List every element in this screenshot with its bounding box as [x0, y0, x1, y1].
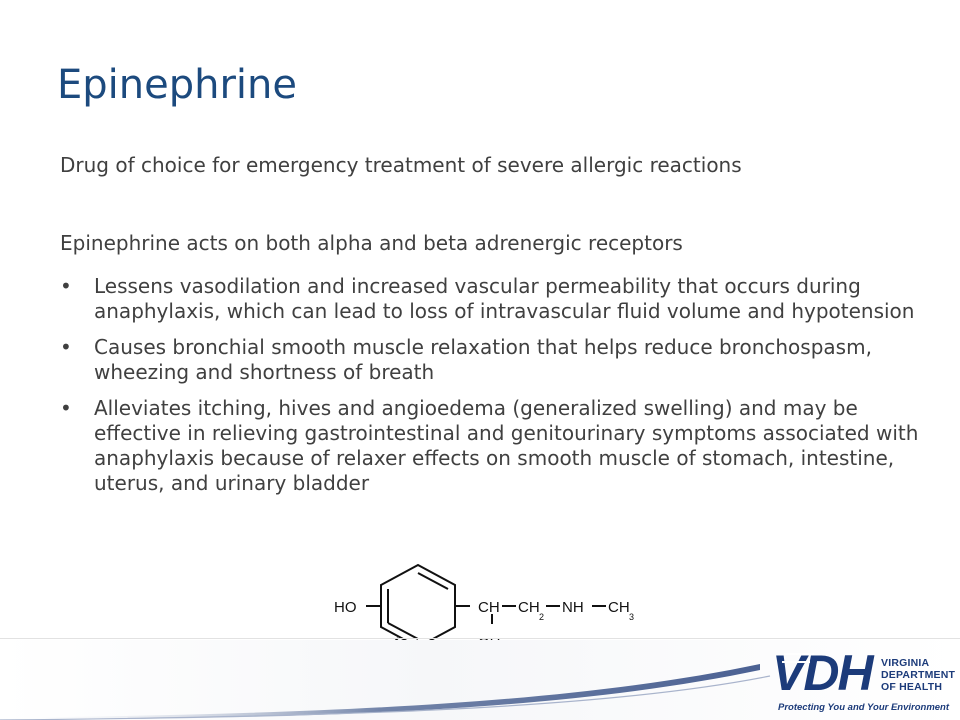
logo-line-virginia: VIRGINIA — [881, 657, 930, 669]
bullet-list — [60, 274, 920, 507]
vdh-letters: VDH — [772, 645, 872, 700]
logo-line-department: DEPARTMENT — [881, 669, 956, 681]
ch3-label: CH — [608, 599, 630, 616]
ch2-label: CH — [518, 599, 540, 616]
nh-label: NH — [562, 599, 584, 616]
logo-line-health: OF HEALTH — [881, 681, 943, 693]
receptors-text: Epinephrine acts on both alpha and beta adrenergic receptors — [60, 231, 683, 255]
ch3-subscript: 3 — [629, 612, 635, 622]
footer-divider — [0, 638, 960, 639]
slide-title: Epinephrine — [57, 62, 297, 108]
intro-text: Drug of choice for emergency treatment of severe allergic reactions — [60, 153, 742, 177]
bullet-item: • Causes bronchial smooth muscle relaxation that helps reduce bronchospasm, wheezing and shortness of breath — [60, 335, 920, 385]
bullet-item: • Lessens vasodilation and increased vascular permeability that occurs during anaphylaxis, which can lead to loss of intravascular fluid volume and hypotension — [60, 274, 920, 324]
logo-tagline: Protecting You and Your Environment — [778, 702, 950, 713]
bullet-item: • Alleviates itching, hives and angioedema (generalized swelling) and may be effective in relieving gastrointestinal and genitourinary symptoms associated with anaphylaxis because of relaxer effects on smooth muscle of stomach, intestine, uterus, and urinary bladder — [60, 396, 920, 496]
benzene-ring — [381, 565, 455, 647]
ho-top-label: HO — [334, 599, 357, 616]
ch2-subscript: 2 — [539, 612, 545, 622]
ch-label: CH — [478, 599, 500, 616]
vdh-logo — [770, 642, 882, 700]
